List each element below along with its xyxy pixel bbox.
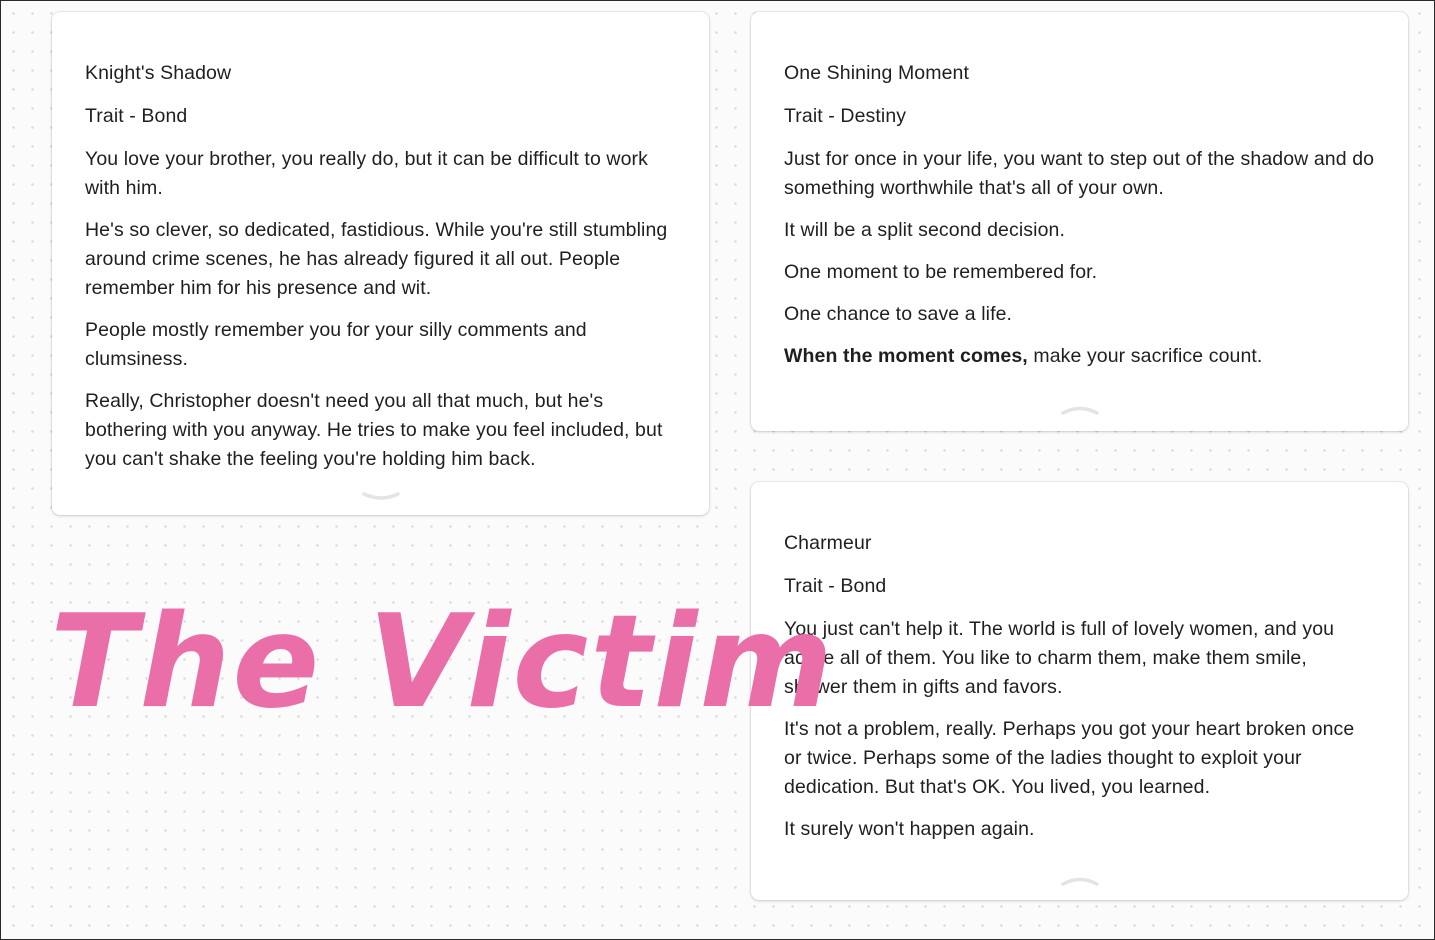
trait-card-charmeur[interactable] — [751, 482, 1408, 900]
role-heading: The Victim — [50, 588, 835, 737]
emphasis-text: When the moment comes, — [784, 345, 1028, 367]
card-paragraph: One moment to be remembered for. — [784, 261, 1098, 283]
card-paragraph-rest: make your sacrifice count. — [1027, 345, 1263, 367]
card-paragraph: Really, Christopher doesn't need you all that much, but he's bothering with you anyway. He tries to make you feel included, but you can't shake the feeling you're holding him back. — [85, 390, 663, 470]
card-trait: Trait - Destiny — [784, 105, 907, 127]
card-title: One Shining Moment — [784, 62, 969, 84]
trait-card-one-shining-moment[interactable] — [751, 12, 1408, 431]
card-trait: Trait - Bond — [784, 575, 887, 597]
card-paragraph: One chance to save a life. — [784, 303, 1013, 325]
chevron-up-icon[interactable] — [1060, 403, 1100, 415]
card-paragraph: It's not a problem, really. Perhaps you got your heart broken once or twice. Perhaps some of the ladies thought to exploit your dedication. But that's OK. You lived, you learned. — [784, 718, 1355, 798]
card-paragraph: People mostly remember you for your silly comments and clumsiness. — [85, 319, 587, 370]
card-paragraph: He's so clever, so dedicated, fastidious. While you're still stumbling around crime scenes, he has already figured it all out. People remember him for his presence and wit. — [85, 219, 668, 299]
card-paragraph: You just can't help it. The world is full of lovely women, and you adore all of them. You like to charm them, make them smile, shower them in gifts and favors. — [784, 618, 1335, 698]
chevron-down-icon[interactable] — [361, 491, 401, 503]
card-paragraph: Just for once in your life, you want to step out of the shadow and do something worthwhile that's all of your own. — [784, 148, 1375, 199]
card-paragraph: It surely won't happen again. — [784, 818, 1035, 840]
card-trait: Trait - Bond — [85, 105, 188, 127]
card-title: Charmeur — [784, 532, 872, 554]
chevron-up-icon[interactable] — [1060, 874, 1100, 886]
card-title: Knight's Shadow — [85, 62, 232, 84]
card-paragraph: It will be a split second decision. — [784, 219, 1065, 241]
card-paragraph-final — [784, 342, 1375, 371]
trait-card-knights-shadow[interactable] — [52, 12, 709, 515]
card-paragraph: You love your brother, you really do, but it can be difficult to work with him. — [85, 148, 648, 199]
